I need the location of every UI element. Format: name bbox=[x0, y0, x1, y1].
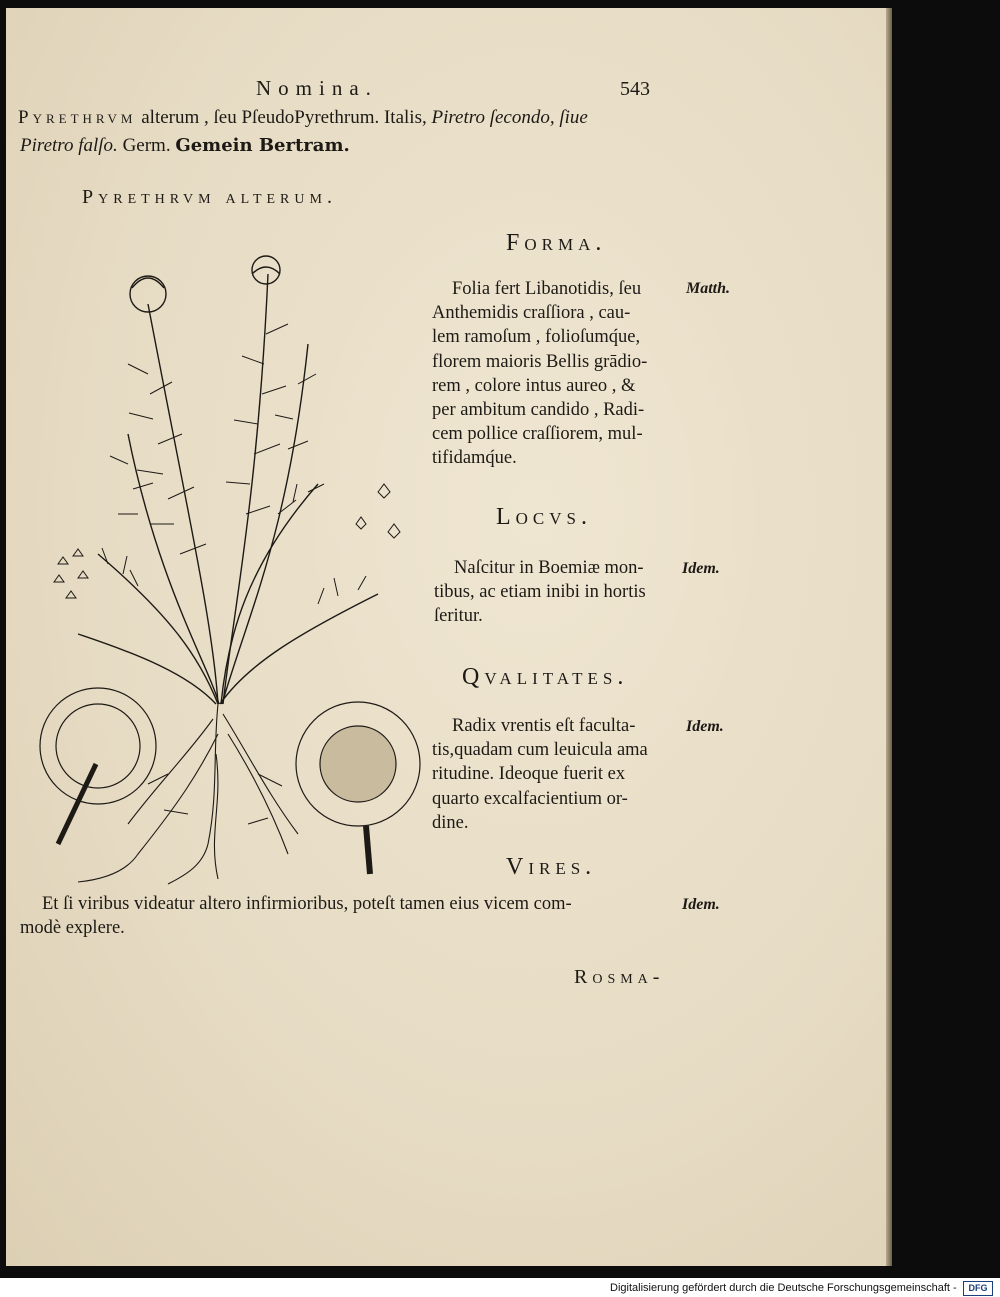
qualitates-line: tis,quadam cum leuicula ama bbox=[432, 740, 648, 761]
qualitates-line: Radix vrentis eſt faculta- bbox=[452, 716, 636, 736]
forma-line: Folia fert Libanotidis, ſeu bbox=[452, 279, 642, 299]
vires-line: modè explere. bbox=[20, 918, 125, 939]
forma-line: cem pollice craſſiorem, mul- bbox=[432, 424, 643, 445]
names-germ: Germ. bbox=[117, 135, 176, 156]
names-rest: alterum , ſeu PſeudoPyrethrum. Italis, bbox=[136, 107, 432, 128]
locus-line: Naſcitur in Boemiæ mon- bbox=[454, 558, 644, 578]
plant-woodcut-illustration bbox=[18, 234, 438, 894]
plant-title: Pyrethrvm alterum. bbox=[82, 186, 337, 208]
vires-line: Et ſi viribus videatur altero infirmioribus, poteſt tamen eius vicem com- bbox=[42, 894, 572, 914]
forma-line: rem , colore intus aureo , & bbox=[432, 375, 636, 396]
forma-line: lem ramoſum , folioſumq́ue, bbox=[432, 327, 641, 348]
names-italian-2: Piretro falſo. bbox=[20, 135, 118, 156]
names-line-2 bbox=[20, 135, 350, 157]
names-italian: Piretro ſecondo, ſiue bbox=[431, 107, 588, 128]
qualitates-margin-note: Idem. bbox=[686, 718, 724, 735]
forma-margin-note: Matth. bbox=[686, 280, 731, 297]
forma-line: tifidamq́ue. bbox=[432, 448, 517, 469]
dfg-logo: DFG bbox=[963, 1281, 993, 1296]
vires-text bbox=[20, 892, 572, 940]
digitization-credit: Digitalisierung gefördert durch die Deutsche Forschungsgemeinschaft - bbox=[610, 1282, 957, 1294]
qualitates-text bbox=[432, 714, 648, 835]
page-number: 543 bbox=[620, 78, 650, 100]
names-line-1 bbox=[18, 107, 588, 129]
forma-heading: Forma. bbox=[506, 230, 607, 256]
catchword: Rosma- bbox=[574, 966, 665, 988]
running-head: Nomina. bbox=[256, 76, 378, 100]
locus-text bbox=[434, 556, 646, 629]
locus-heading: Locvs. bbox=[496, 504, 593, 530]
qualitates-line: quarto excalfacientium or- bbox=[432, 788, 628, 809]
locus-margin-note: Idem. bbox=[682, 560, 720, 577]
qualitates-line: dine. bbox=[432, 812, 469, 833]
names-german: Gemein Bertram. bbox=[175, 135, 350, 156]
qualitates-heading: Qvalitates. bbox=[462, 664, 629, 690]
forma-line: per ambitum candido , Radi- bbox=[432, 400, 645, 421]
forma-line: florem maioris Bellis grādio- bbox=[432, 351, 648, 372]
locus-line: tibus, ac etiam inibi in hortis bbox=[434, 582, 646, 603]
qualitates-line: ritudine. Ideoque fuerit ex bbox=[432, 764, 626, 785]
page-edge-shadow bbox=[886, 8, 892, 1266]
vires-margin-note: Idem. bbox=[682, 896, 720, 913]
locus-line: ſeritur. bbox=[434, 606, 483, 627]
names-lead: Pyrethrvm bbox=[18, 107, 137, 128]
vires-heading: Vires. bbox=[506, 854, 597, 880]
forma-line: Anthemidis craſſiora , cau- bbox=[432, 303, 631, 324]
forma-text bbox=[432, 277, 648, 471]
book-page bbox=[6, 8, 886, 1266]
